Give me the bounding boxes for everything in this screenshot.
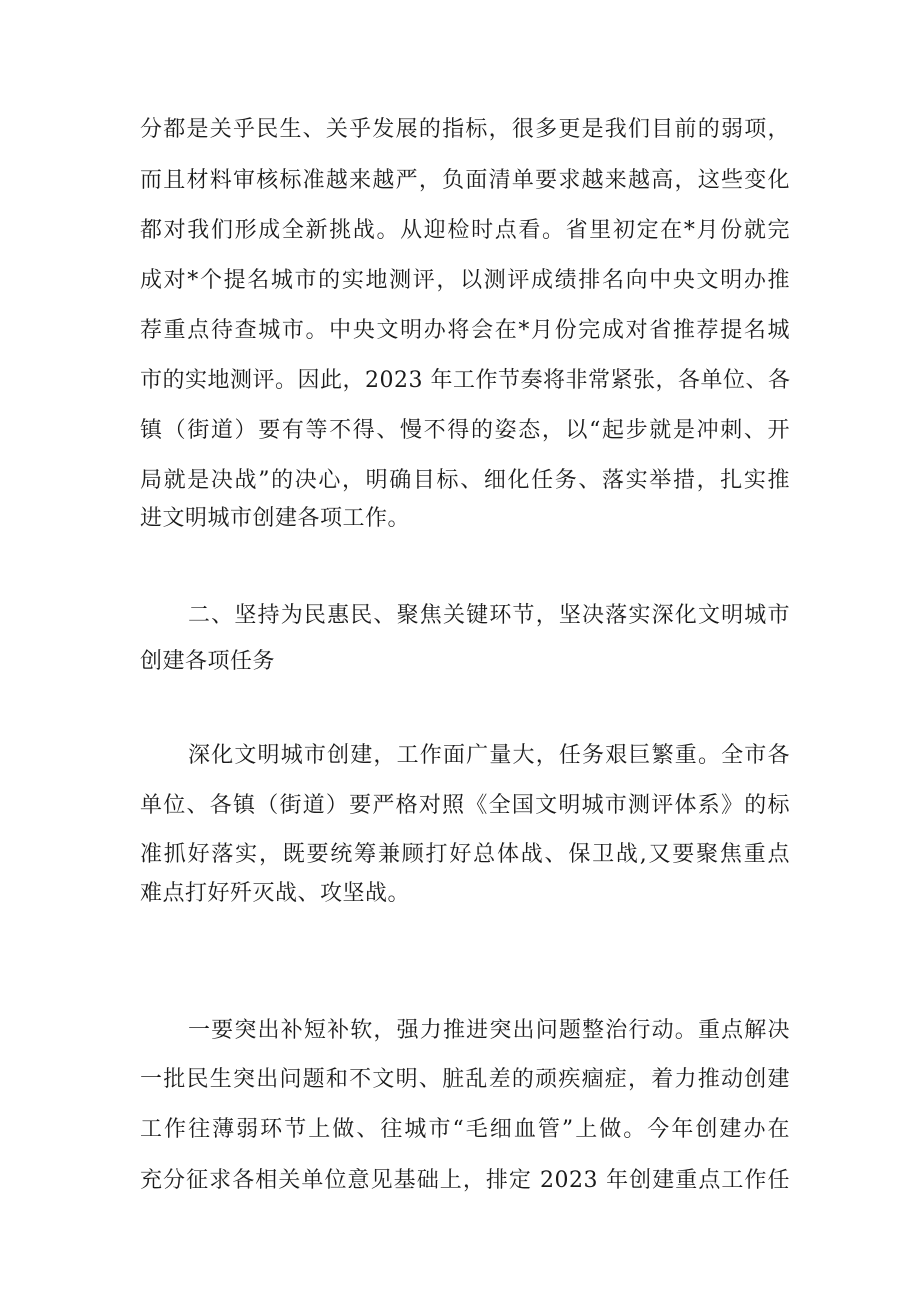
paragraph-line: 都对我们形成全新挑战。从迎检时点看。省里初定在*月份就完 [140,218,790,243]
paragraph-line: 市的实地测评。因此，2023 年工作节奏将非常紧张，各单位、各 [140,368,791,393]
paragraph-line: 进文明城市创建各项工作。 [140,506,411,531]
section-heading: 创建各项任务 [140,649,276,674]
paragraph-line: 单位、各镇（街道）要严格对照《全国文明城市测评体系》的标 [140,793,790,818]
paragraph-line: 成对*个提名城市的实地测评，以测评成绩排名向中央文明办推 [140,268,790,293]
paragraph-line: 而且材料审核标准越来越严，负面清单要求越来越高，这些变化 [140,168,790,193]
paragraph-line: 难点打好歼灭战、攻坚战。 [140,881,411,906]
paragraph-line: 局就是决战”的决心，明确目标、细化任务、落实举措，扎实推 [140,468,790,493]
paragraph-line: 一要突出补短补软，强力推进突出问题整治行动。重点解决 [188,1018,790,1043]
paragraph-line: 充分征求各相关单位意见基础上，排定 2023 年创建重点工作任 [140,1168,790,1193]
paragraph-line: 镇（街道）要有等不得、慢不得的姿态，以“起步就是冲刺、开 [140,418,790,443]
paragraph-line: 分都是关乎民生、关乎发展的指标，很多更是我们目前的弱项， [140,117,790,142]
paragraph-line: 工作往薄弱环节上做、往城市“毛细血管”上做。今年创建办在 [140,1117,790,1142]
paragraph-line: 准抓好落实，既要统筹兼顾打好总体战、保卫战,又要聚焦重点 [140,842,790,867]
paragraph-line: 荐重点待查城市。中央文明办将会在*月份完成对省推荐提名城 [140,318,790,343]
paragraph-line: 深化文明城市创建，工作面广量大，任务艰巨繁重。全市各 [188,743,790,768]
paragraph-line: 一批民生突出问题和不文明、脏乱差的顽疾痼症，着力推动创建 [140,1067,790,1092]
section-heading: 二、坚持为民惠民、聚焦关键环节，坚决落实深化文明城市 [188,603,790,628]
